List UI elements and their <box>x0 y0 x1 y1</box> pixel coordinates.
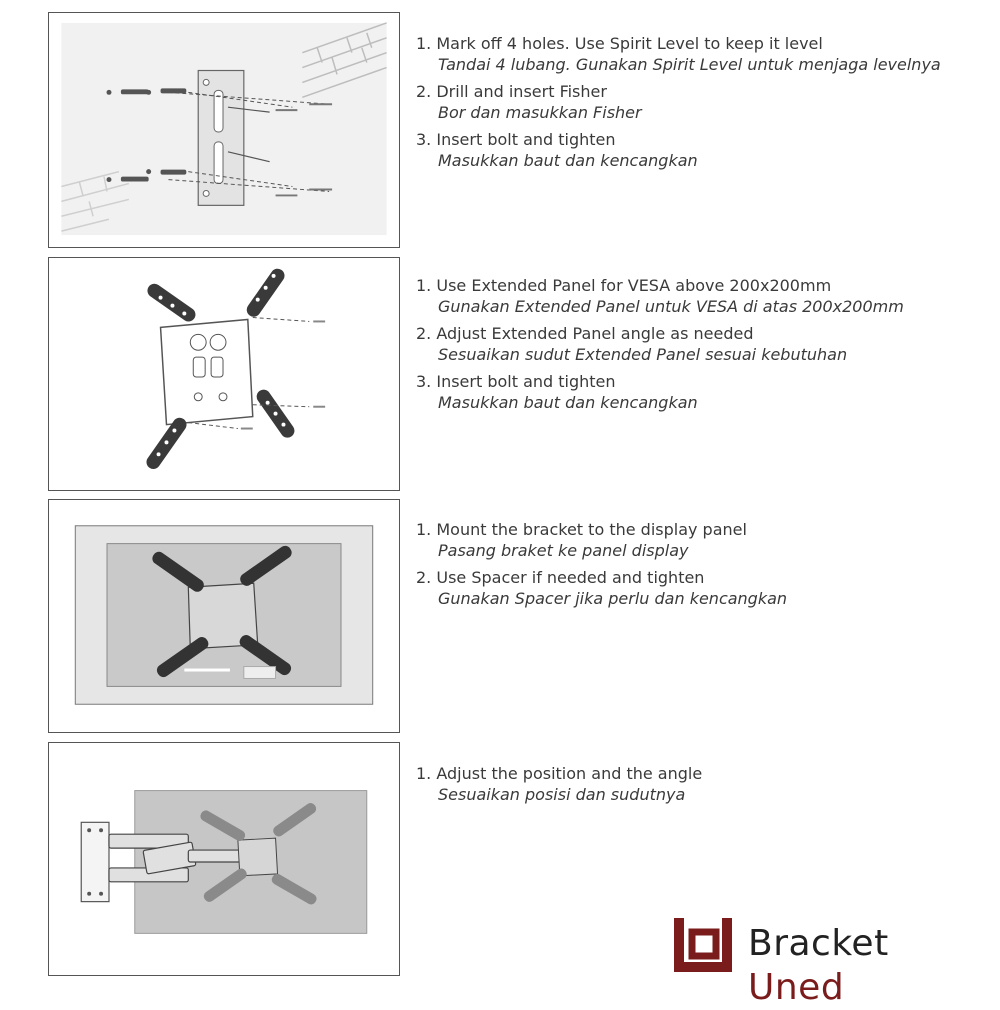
step-3-1 <box>416 519 986 561</box>
illustration-extended-panel <box>48 257 400 491</box>
step-text-en: 2. Drill and insert Fisher <box>416 82 607 101</box>
illustration-adjust-position <box>48 742 400 976</box>
step-text-en: 1. Adjust the position and the angle <box>416 764 703 783</box>
instructions-group-4 <box>416 763 986 811</box>
step-text-en: 2. Use Spacer if needed and tighten <box>416 568 705 587</box>
step-1-2 <box>416 81 986 123</box>
step-text-en: 3. Insert bolt and tighten <box>416 130 616 149</box>
brand-logo-block <box>672 914 992 1008</box>
step-text-en: 2. Adjust Extended Panel angle as needed <box>416 324 754 343</box>
step-2-1 <box>416 275 986 317</box>
brand-word-1: Bracket <box>748 923 889 964</box>
step-3-2 <box>416 567 986 609</box>
illustration-wall-plate <box>48 12 400 248</box>
step-text-id: Tandai 4 lubang. Gunakan Spirit Level untuk menjaga levelnya <box>438 55 941 74</box>
illustration-mount-to-display <box>48 499 400 733</box>
step-text-en: 1. Mark off 4 holes. Use Spirit Level to keep it level <box>416 34 823 53</box>
display-mount-drawing <box>49 500 399 732</box>
step-text-en: 1. Mount the bracket to the display panel <box>416 520 747 539</box>
step-text-id: Bor dan masukkan Fisher <box>438 103 642 122</box>
step-2-3 <box>416 371 986 413</box>
brand-word-2: Uned <box>748 967 845 1008</box>
step-text-id: Masukkan baut dan kencangkan <box>438 151 698 170</box>
step-2-2 <box>416 323 986 365</box>
extended-panel-drawing <box>49 258 399 490</box>
step-text-id: Gunakan Spacer jika perlu dan kencangkan <box>438 589 788 608</box>
step-text-id: Masukkan baut dan kencangkan <box>438 393 698 412</box>
step-text-id: Pasang braket ke panel display <box>438 541 689 560</box>
step-4-1 <box>416 763 986 805</box>
step-text-en: 1. Use Extended Panel for VESA above 200x200mm <box>416 276 832 295</box>
brand-name <box>748 922 992 1010</box>
wall-plate-drawing <box>49 13 399 247</box>
bracket-logo-icon <box>672 914 734 976</box>
instructions-group-1 <box>416 33 986 177</box>
instructions-group-2 <box>416 275 986 419</box>
step-1-3 <box>416 129 986 171</box>
instructions-group-3 <box>416 519 986 615</box>
step-text-id: Sesuaikan sudut Extended Panel sesuai kebutuhan <box>438 345 848 364</box>
step-text-id: Sesuaikan posisi dan sudutnya <box>438 785 686 804</box>
step-1-1 <box>416 33 986 75</box>
adjust-arm-drawing <box>49 743 399 975</box>
step-text-id: Gunakan Extended Panel untuk VESA di atas 200x200mm <box>438 297 904 316</box>
step-text-en: 3. Insert bolt and tighten <box>416 372 616 391</box>
